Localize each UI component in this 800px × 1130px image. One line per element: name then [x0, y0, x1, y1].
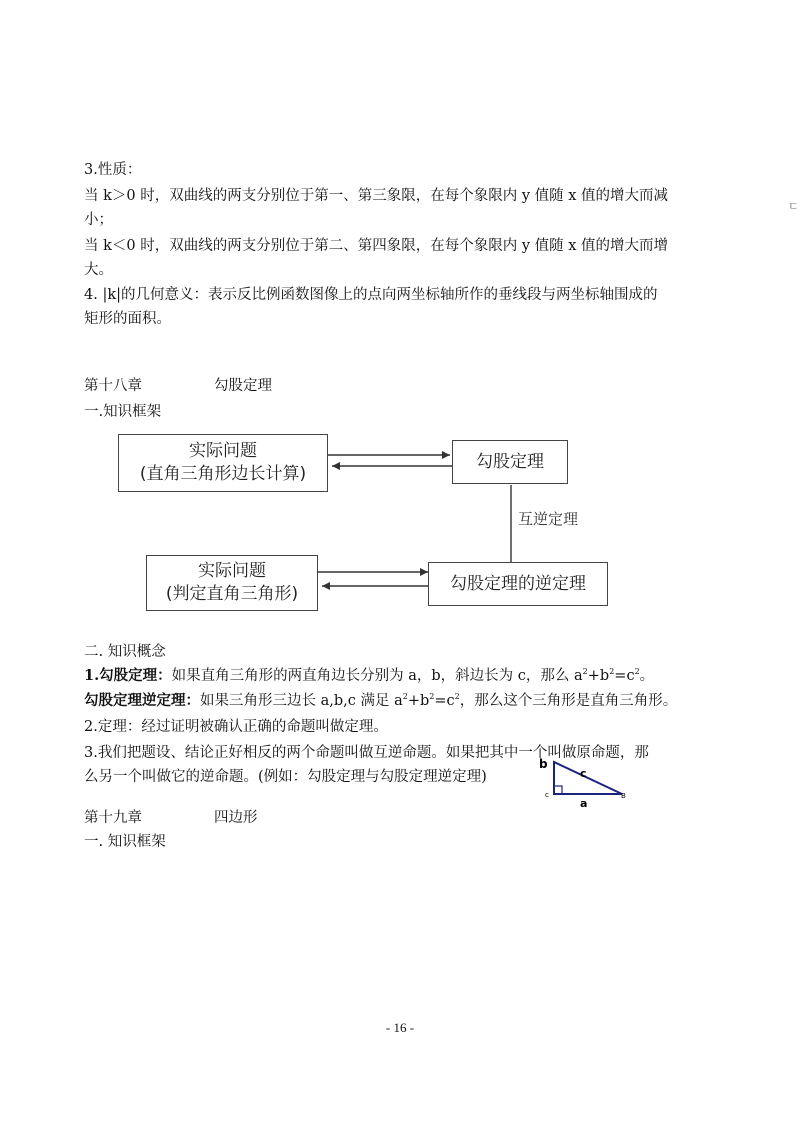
box-pythagorean-theorem — [452, 440, 568, 484]
label-a: a — [580, 797, 588, 810]
connector-label: 互逆定理 — [518, 510, 579, 528]
text-line: 大。 — [84, 262, 113, 278]
text-line: 当 k＜0 时，双曲线的两支分别位于第二、第四象限，在每个象限内 y 值随 x 值的增大而增 — [84, 238, 669, 254]
box-practical-problem-judge — [146, 555, 318, 611]
concept-item-2: 勾股定理逆定理：如果三角形三边长 a,b,c 满足 $a^2+b^2=c^2$，那么这个三角形是直角三角形。 — [84, 692, 678, 709]
section3-title: 3.性质： — [84, 162, 142, 178]
concept-item-1: 1.勾股定理：如果直角三角形的两直角边长分别为 a，b，斜边长为 c，那么 $a^2+b^2=c^2$。 — [84, 667, 655, 684]
box-line: 实际问题 — [198, 561, 266, 581]
chapter-19-heading — [84, 808, 258, 828]
concepts-heading: 二. 知识概念 — [84, 644, 166, 660]
concept-tail: ，那么这个三角形是直角三角形。 — [459, 693, 678, 709]
text-line: 矩形的面积。 — [84, 311, 171, 327]
concept-label: 勾股定理逆定理： — [84, 692, 200, 709]
edge-mark: ㄷ — [788, 200, 799, 213]
box-converse-theorem — [428, 562, 608, 606]
label-c: c — [580, 767, 587, 780]
text-line: 4. |k|的几何意义：表示反比例函数图像上的点向两坐标轴所作的垂线段与两坐标轴围成的 — [84, 287, 658, 303]
box-line: 勾股定理 — [476, 451, 544, 472]
concept-text: 如果三角形三边长 a,b,c 满足 a — [200, 693, 403, 709]
chapter-name: 四边形 — [214, 810, 258, 826]
box-practical-problem-calc — [118, 434, 328, 492]
concept-tail: =c — [614, 668, 635, 684]
text-line: 当 k＞0 时，双曲线的两支分别位于第一、第三象限，在每个象限内 y 值随 x 值的增大而减 — [84, 188, 669, 204]
chapter-label: 第十八章 — [84, 378, 142, 394]
box-line: (判定直角三角形) — [165, 584, 299, 604]
concept-item-4-line1: 3.我们把题设、结论正好相反的两个命题叫做互逆命题。如果把其中一个叫做原命题，那 — [84, 745, 649, 761]
corner-b: B — [621, 792, 626, 800]
concept-label: 1.勾股定理： — [84, 667, 172, 684]
chapter-18-heading — [84, 376, 272, 396]
framework-heading: 一.知识框架 — [84, 404, 162, 420]
framework-heading: 一. 知识框架 — [84, 834, 166, 850]
chapter-label: 第十九章 — [84, 810, 142, 826]
text-line: 小； — [84, 212, 113, 228]
box-line: (直角三角形边长计算) — [139, 464, 307, 484]
page-number: - 16 - — [385, 1020, 415, 1035]
concept-item-4-line2: 么另一个叫做它的逆命题。(例如：勾股定理与勾股定理逆定理) — [84, 769, 487, 785]
concept-text: 如果直角三角形的两直角边长分别为 a，b，斜边长为 c，那么 a — [171, 668, 583, 684]
box-line: 勾股定理的逆定理 — [450, 573, 586, 594]
chapter-name: 勾股定理 — [214, 378, 272, 394]
box-line: 实际问题 — [189, 441, 257, 461]
corner-c: c — [545, 791, 549, 799]
label-b: b — [539, 757, 548, 771]
right-triangle-figure — [530, 750, 640, 810]
concept-item-3: 2.定理：经过证明被确认正确的命题叫做定理。 — [84, 719, 388, 735]
